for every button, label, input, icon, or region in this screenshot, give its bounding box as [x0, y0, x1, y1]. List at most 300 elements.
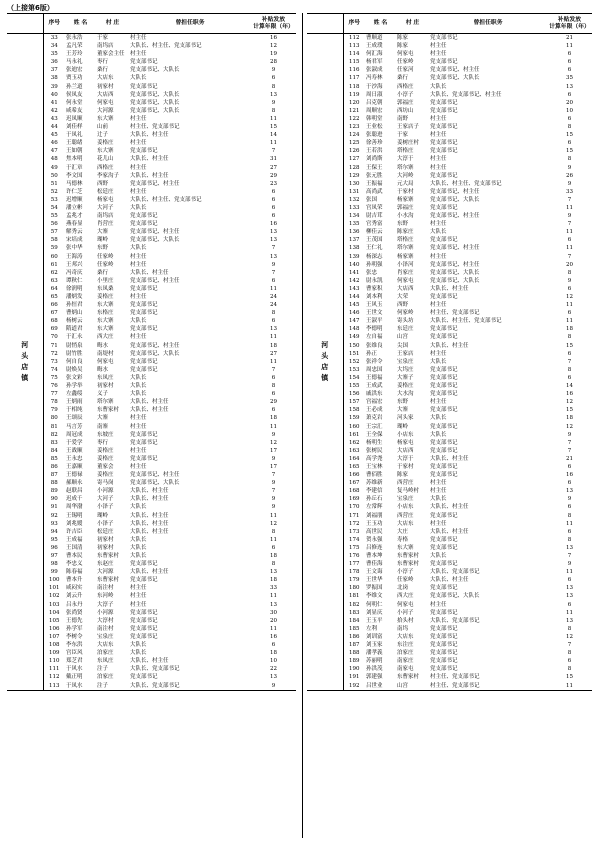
years-cell: 6	[567, 237, 572, 244]
position-cell: 党支部书记	[430, 374, 458, 381]
village-cell: 任家河	[397, 67, 414, 74]
position-cell: 党支部书记、大队长	[130, 480, 180, 487]
years-cell: 10	[270, 658, 277, 665]
village-cell: 西格庄	[397, 83, 414, 90]
right-table-row	[307, 83, 592, 91]
village-cell: 东大寨	[397, 544, 414, 551]
village-cell: 陈家	[397, 472, 409, 479]
name-cell: 王成福	[66, 536, 83, 543]
village-cell: 任家岭	[97, 261, 114, 268]
seq-cell: 92	[50, 512, 58, 519]
left-table-row	[7, 42, 296, 50]
right-table-row	[307, 301, 592, 309]
seq-cell: 169	[349, 496, 360, 503]
right-table-row	[307, 155, 592, 163]
position-cell: 党支部书记	[130, 609, 158, 616]
position-cell: 村主任	[430, 488, 447, 495]
village-cell: 西野	[397, 302, 409, 309]
position-cell: 党支部书记	[430, 625, 458, 632]
village-cell: 杨家寨	[397, 196, 414, 203]
right-table-row	[307, 601, 592, 609]
seq-cell: 71	[50, 342, 58, 349]
right-table-row	[307, 236, 592, 244]
left-table-row	[7, 212, 296, 220]
right-table-row	[307, 366, 592, 374]
seq-cell: 153	[349, 366, 360, 373]
village-cell: 南坞店	[97, 43, 114, 50]
name-cell: 何永堂	[66, 99, 83, 106]
seq-cell: 67	[50, 310, 58, 317]
village-cell: 大河源	[97, 569, 114, 576]
village-cell: 南家屯	[397, 666, 414, 673]
seq-cell: 43	[50, 115, 58, 122]
seq-cell: 36	[50, 59, 58, 66]
years-cell: 6	[271, 407, 276, 414]
position-cell: 村主任	[430, 399, 447, 406]
seq-cell: 114	[349, 51, 360, 58]
left-table-row	[7, 155, 296, 163]
position-cell: 村主任	[430, 520, 447, 527]
name-cell: 李建信	[366, 488, 383, 495]
village-cell: 花儿山	[97, 156, 114, 163]
seq-cell: 97	[50, 553, 58, 559]
village-cell: 东野	[397, 221, 409, 228]
name-cell: 苏丽明	[366, 658, 383, 665]
right-table-row	[307, 682, 592, 690]
position-cell: 党支部书记	[430, 642, 458, 649]
seq-cell: 136	[349, 229, 360, 236]
right-table-row	[307, 50, 592, 58]
right-table-row	[307, 512, 592, 520]
years-cell: 16	[566, 391, 573, 398]
right-table-row	[307, 244, 592, 252]
position-cell: 党支部书记、村主任	[430, 67, 480, 74]
years-cell: 18	[270, 553, 277, 559]
position-cell: 党支部书记、大队长	[130, 67, 180, 74]
village-cell: 东廷庄	[397, 326, 414, 333]
seq-cell: 158	[349, 407, 360, 414]
years-cell: 8	[271, 107, 276, 114]
years-cell: 7	[271, 269, 276, 276]
years-cell: 29	[270, 172, 277, 179]
years-cell: 9	[567, 496, 572, 503]
right-table-row	[307, 439, 592, 447]
name-cell: 燕春显	[66, 221, 83, 228]
years-cell: 13	[566, 585, 573, 592]
village-cell: 北岗	[397, 585, 409, 592]
seq-cell: 119	[349, 91, 360, 98]
name-cell: 王聪绪	[66, 140, 83, 147]
position-cell: 村主任	[130, 164, 147, 171]
seq-cell: 121	[349, 107, 360, 114]
name-cell: 左常辉	[366, 504, 383, 511]
years-cell: 6	[271, 277, 276, 284]
village-cell: 大寨	[397, 407, 409, 414]
seq-cell: 75	[50, 374, 58, 381]
years-cell: 13	[566, 544, 573, 551]
seq-cell: 140	[349, 261, 360, 268]
seq-cell: 70	[50, 334, 58, 341]
right-table-row	[307, 617, 592, 625]
right-table-row	[307, 139, 592, 147]
name-cell: 王淑平	[366, 318, 383, 325]
village-cell: 姜格庄	[97, 294, 114, 300]
position-cell: 大队长	[130, 642, 147, 649]
seq-cell: 150	[349, 342, 360, 349]
name-cell: 张元胜	[366, 172, 383, 179]
village-cell: 南堤村	[97, 350, 114, 357]
years-cell: 6	[567, 51, 572, 58]
name-cell: 王嘉顺	[66, 463, 83, 470]
village-cell: 东曹家村	[397, 561, 420, 568]
name-cell: 刘云升	[66, 593, 83, 600]
seq-cell: 163	[349, 447, 360, 454]
position-cell: 村主任	[130, 334, 147, 341]
years-cell: 11	[270, 625, 277, 632]
seq-cell: 164	[349, 455, 360, 462]
left-table-row	[7, 172, 296, 180]
name-cell: 李东洪	[66, 642, 83, 649]
years-cell: 9	[567, 213, 572, 220]
village-cell: 南坞	[397, 625, 409, 632]
village-cell: 小店东	[397, 504, 414, 511]
seq-cell: 42	[50, 107, 58, 114]
seq-cell: 64	[50, 285, 58, 292]
village-cell: 李家沟子	[97, 172, 120, 179]
position-cell: 党支部书记、村主任	[430, 188, 480, 195]
seq-cell: 133	[349, 204, 360, 211]
village-cell: 枣行	[97, 439, 109, 446]
village-cell: 大坞庄	[397, 366, 414, 373]
right-table-row	[307, 520, 592, 528]
name-cell: 赵联昌	[66, 488, 83, 495]
name-cell: 王炳雨	[66, 399, 83, 406]
right-header-row	[307, 14, 592, 34]
left-table-row	[7, 495, 296, 503]
right-table-row	[307, 91, 592, 99]
seq-cell: 135	[349, 221, 360, 228]
seq-cell: 69	[50, 326, 58, 333]
village-cell: 大淳于	[397, 455, 414, 462]
left-table-row	[7, 236, 296, 244]
left-table-row	[7, 479, 296, 487]
right-table-row	[307, 342, 592, 350]
seq-cell: 154	[349, 374, 360, 381]
years-cell: 6	[567, 463, 572, 470]
years-cell: 24	[270, 294, 277, 300]
village-cell: 东注庄	[397, 642, 414, 649]
village-cell: 何家屯	[397, 601, 414, 608]
name-cell: 宫福宏	[366, 399, 383, 406]
years-cell: 11	[270, 285, 277, 292]
village-cell: 南家庄	[397, 658, 414, 665]
left-table-row	[7, 487, 296, 495]
position-cell: 大队长、村主任	[130, 269, 169, 276]
village-cell: 西格庄	[97, 164, 114, 171]
village-cell: 大店东	[397, 520, 414, 527]
seq-cell: 102	[49, 593, 60, 600]
left-table-row	[7, 682, 296, 690]
seq-cell: 180	[349, 585, 360, 592]
position-cell: 大队长、村主任、党支部书记	[130, 43, 202, 50]
name-cell: 刘训富	[366, 633, 383, 640]
years-cell: 15	[566, 132, 573, 139]
seq-cell: 185	[349, 625, 360, 632]
right-name-header: 姓 名	[365, 14, 396, 34]
years-cell: 7	[271, 366, 276, 373]
position-cell: 党支部书记	[430, 463, 458, 470]
seq-cell: 54	[50, 204, 58, 211]
name-cell: 王必成	[366, 407, 383, 414]
position-cell: 村主任	[430, 253, 447, 260]
left-position-header: 曾担任职务	[129, 14, 251, 34]
position-cell: 大队长	[130, 544, 147, 551]
years-cell: 6	[567, 310, 572, 317]
years-cell: 11	[270, 140, 277, 147]
right-table-row	[307, 495, 592, 503]
name-cell: 曹佳海	[366, 561, 383, 568]
name-cell: 吕永丹	[66, 601, 83, 608]
years-cell: 7	[567, 439, 572, 446]
seq-cell: 79	[50, 407, 58, 414]
seq-cell: 160	[349, 423, 360, 430]
right-table-row	[307, 164, 592, 172]
position-cell: 大队长	[130, 204, 147, 211]
years-cell: 16	[270, 633, 277, 640]
name-cell: 王德福	[366, 374, 383, 381]
position-cell: 党支部书记、大队长	[430, 593, 480, 600]
years-cell: 18	[270, 577, 277, 584]
years-cell: 35	[566, 75, 573, 82]
right-table-row	[307, 115, 592, 123]
seq-cell: 99	[50, 569, 58, 576]
seq-cell: 101	[49, 585, 60, 592]
position-cell: 大队长	[130, 374, 147, 381]
position-cell: 党支部书记	[430, 383, 458, 390]
left-table-row	[7, 568, 296, 576]
right-table-row	[307, 309, 592, 317]
village-cell: 塔格庄	[397, 148, 414, 155]
years-cell: 27	[270, 164, 277, 171]
years-cell: 8	[567, 512, 572, 519]
years-cell: 9	[271, 431, 276, 438]
left-table-row	[7, 350, 296, 358]
name-cell: 王邦兴	[66, 261, 83, 268]
name-cell: 宋培成	[66, 237, 83, 244]
position-cell: 村主任	[430, 51, 447, 58]
years-cell: 13	[270, 91, 277, 98]
seq-cell: 138	[349, 245, 360, 252]
right-table-row	[307, 180, 592, 188]
right-table-row	[307, 576, 592, 584]
village-cell: 初家村	[97, 536, 114, 543]
years-cell: 15	[566, 342, 573, 349]
years-cell: 11	[566, 245, 573, 252]
name-cell: 王锡明	[66, 512, 83, 519]
position-cell: 党支部书记	[430, 124, 458, 131]
village-cell: 大淳子	[97, 601, 114, 608]
name-cell: 王国清	[66, 544, 83, 551]
village-cell: 辻子	[97, 132, 109, 139]
right-table-row	[307, 584, 592, 592]
position-cell: 党支部书记	[130, 617, 158, 624]
left-table-row	[7, 99, 296, 107]
village-cell: 塔尔寨	[97, 399, 114, 406]
name-cell: 王永忠	[66, 455, 83, 462]
position-cell: 村主任	[430, 43, 447, 50]
position-cell: 村主任	[430, 221, 447, 228]
years-cell: 19	[270, 51, 277, 58]
left-name-header: 姓 名	[65, 14, 96, 34]
village-cell: 大店西	[97, 91, 114, 98]
position-cell: 党支部书记	[430, 439, 458, 446]
name-cell: 于凤水	[66, 682, 83, 689]
position-cell: 党支部书记	[130, 148, 158, 155]
name-cell: 何自良	[66, 358, 83, 365]
seq-cell: 147	[349, 318, 360, 325]
position-cell: 村主任	[130, 140, 147, 147]
position-cell: 大队长	[430, 83, 447, 90]
years-cell: 11	[270, 593, 277, 600]
left-table-row	[7, 107, 296, 115]
left-table-row	[7, 228, 296, 236]
village-cell: 晦水	[97, 342, 109, 349]
village-cell: 大店东	[97, 642, 114, 649]
years-cell: 7	[567, 553, 572, 559]
position-cell: 党支部书记	[130, 674, 158, 681]
position-cell: 大队长、村主任	[430, 455, 469, 462]
name-cell: 何汇海	[366, 51, 383, 58]
village-cell: 注子	[97, 682, 109, 689]
name-cell: 孟凡荣	[66, 43, 83, 50]
left-table-row	[7, 220, 296, 228]
right-table-row	[307, 277, 592, 285]
village-cell: 小淳子	[397, 91, 414, 98]
seq-cell: 46	[50, 140, 58, 147]
name-cell: 王业松	[366, 124, 383, 131]
village-cell: 大店西	[397, 285, 414, 292]
years-cell: 9	[271, 455, 276, 462]
position-cell: 党支部书记	[130, 366, 158, 373]
village-cell: 初家村	[97, 383, 114, 390]
years-cell: 13	[270, 237, 277, 244]
position-cell: 党支部书记、大队长	[130, 91, 180, 98]
years-cell: 30	[270, 609, 277, 616]
years-cell: 8	[271, 561, 276, 568]
name-cell: 王世华	[366, 577, 383, 584]
years-cell: 6	[567, 480, 572, 487]
right-table-row	[307, 592, 592, 600]
position-cell: 党支部书记	[430, 140, 458, 147]
right-table-row	[307, 34, 592, 43]
seq-cell: 182	[349, 601, 360, 608]
years-cell: 6	[567, 528, 572, 535]
right-table-row	[307, 66, 592, 74]
village-cell: 任家岭	[397, 577, 414, 584]
name-cell: 柳佳云	[366, 229, 383, 236]
seq-cell: 126	[349, 148, 360, 155]
seq-cell: 74	[50, 366, 58, 373]
position-cell: 大队长	[130, 553, 147, 559]
seq-cell: 81	[50, 423, 58, 430]
seq-cell: 192	[349, 682, 360, 689]
village-cell: 松廷庄	[97, 528, 114, 535]
village-cell: 姜树庄村	[397, 140, 420, 147]
years-cell: 9	[567, 561, 572, 568]
name-cell: 迟增顺	[66, 196, 83, 203]
name-cell: 张中华	[66, 245, 83, 252]
years-cell: 13	[270, 326, 277, 333]
position-cell: 党支部书记	[130, 455, 158, 462]
position-cell: 村主任、党支部书记	[430, 310, 480, 317]
left-table-row	[7, 431, 296, 439]
left-table-row	[7, 301, 296, 309]
years-cell: 6	[271, 544, 276, 551]
seq-cell: 51	[50, 180, 58, 187]
right-table-row	[307, 487, 592, 495]
position-cell: 大队长	[130, 75, 147, 82]
position-cell: 党支部书记	[130, 310, 158, 317]
years-cell: 31	[270, 156, 277, 163]
years-cell: 6	[271, 642, 276, 649]
village-cell: 小泽子	[97, 504, 114, 511]
name-cell: 吕修连	[366, 544, 383, 551]
years-cell: 15	[566, 407, 573, 414]
name-cell: 许仁芝	[66, 188, 83, 195]
position-cell: 党支部书记	[130, 59, 158, 66]
name-cell: 王颂辰	[66, 415, 83, 422]
right-table-row	[307, 503, 592, 511]
seq-cell: 149	[349, 334, 360, 341]
town-name-char: 店	[321, 362, 329, 371]
seq-cell: 190	[349, 666, 360, 673]
seq-cell: 104	[49, 609, 60, 616]
left-table-row	[7, 253, 296, 261]
seq-cell: 41	[50, 99, 58, 106]
seq-cell: 87	[50, 472, 58, 479]
name-cell: 焦本明	[66, 156, 83, 163]
position-cell: 村主任	[130, 415, 147, 422]
village-cell: 肖家庄	[397, 269, 414, 276]
name-cell: 孙丘石	[366, 496, 383, 503]
position-cell: 党支部书记	[430, 544, 458, 551]
seq-cell: 50	[50, 172, 58, 179]
years-cell: 9	[271, 496, 276, 503]
seq-cell: 96	[50, 544, 58, 551]
position-cell: 村主任	[430, 350, 447, 357]
name-cell: 张文彩	[66, 374, 83, 381]
right-table-row	[307, 536, 592, 544]
name-cell: 马永礼	[66, 59, 83, 66]
village-cell: 何家屯	[97, 358, 114, 365]
left-table-row	[7, 503, 296, 511]
years-cell: 9	[271, 504, 276, 511]
position-cell: 村主任	[430, 302, 447, 309]
village-cell: 小店东	[397, 431, 414, 438]
name-cell: 高尚武	[366, 188, 383, 195]
position-cell: 党支部书记、村主任	[430, 261, 480, 268]
left-table-row	[7, 204, 296, 212]
name-cell: 孙恒君	[66, 302, 83, 309]
village-cell: 寄马岗	[97, 480, 114, 487]
name-cell: 张维良	[366, 342, 383, 349]
name-cell: 谭秋仁	[66, 277, 83, 284]
right-table-row	[307, 285, 592, 293]
name-cell: 侯凤友	[66, 91, 83, 98]
name-cell: 王振福	[366, 180, 383, 187]
years-cell: 11	[566, 302, 573, 309]
village-cell: 西大庄	[397, 593, 414, 600]
